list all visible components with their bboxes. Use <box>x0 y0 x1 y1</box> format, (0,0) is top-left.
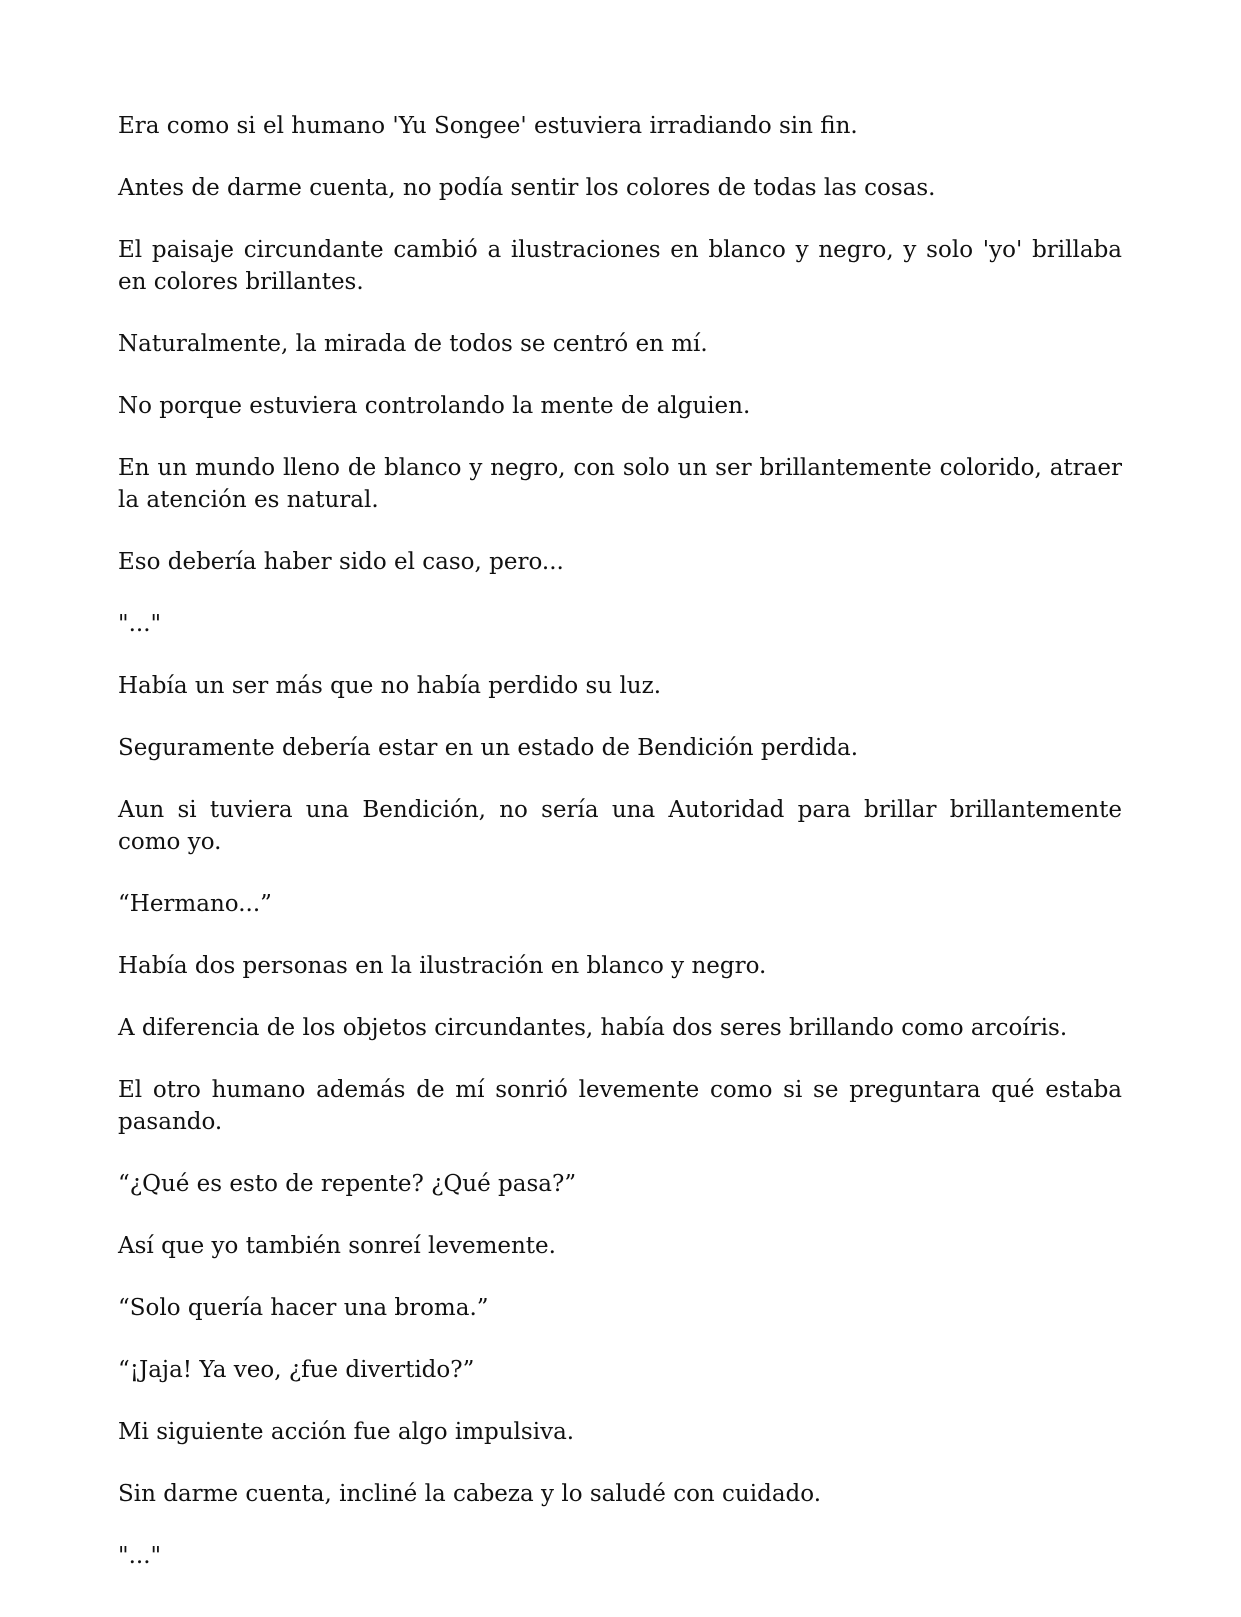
paragraph: Aun si tuviera una Bendición, no sería una Autoridad para brillar brillantemente como yo. <box>118 797 1122 855</box>
paragraph: "..." <box>118 611 162 637</box>
paragraph: Así que yo también sonreí levemente. <box>118 1233 556 1259</box>
paragraph: “¡Jaja! Ya veo, ¿fue divertido?” <box>118 1357 475 1383</box>
paragraph: Había dos personas en la ilustración en blanco y negro. <box>118 953 767 979</box>
paragraph: Había un ser más que no había perdido su luz. <box>118 673 662 699</box>
paragraph: El otro humano además de mí sonrió levemente como si se preguntara qué estaba pasando. <box>118 1077 1122 1135</box>
paragraph: Era como si el humano 'Yu Songee' estuviera irradiando sin fin. <box>118 113 858 139</box>
paragraph: No porque estuviera controlando la mente de alguien. <box>118 393 751 419</box>
paragraph: El paisaje circundante cambió a ilustraciones en blanco y negro, y solo 'yo' brillaba en colores brillantes. <box>118 237 1122 295</box>
document-body <box>118 110 1122 1602</box>
paragraph: “¿Qué es esto de repente? ¿Qué pasa?” <box>118 1171 577 1197</box>
paragraph: Seguramente debería estar en un estado de Bendición perdida. <box>118 735 859 761</box>
paragraph: Antes de darme cuenta, no podía sentir los colores de todas las cosas. <box>118 175 936 201</box>
paragraph: Naturalmente, la mirada de todos se centró en mí. <box>118 331 708 357</box>
paragraph: "..." <box>118 1543 162 1569</box>
paragraph: Eso debería haber sido el caso, pero... <box>118 549 564 575</box>
paragraph: “Solo quería hacer una broma.” <box>118 1295 489 1321</box>
paragraph: En un mundo lleno de blanco y negro, con solo un ser brillantemente colorido, atraer la atención es natural. <box>118 455 1122 513</box>
paragraph: A diferencia de los objetos circundantes, había dos seres brillando como arcoíris. <box>118 1015 1068 1041</box>
paragraph: Sin darme cuenta, incliné la cabeza y lo saludé con cuidado. <box>118 1481 822 1507</box>
paragraph: Mi siguiente acción fue algo impulsiva. <box>118 1419 575 1445</box>
paragraph: “Hermano...” <box>118 891 272 917</box>
